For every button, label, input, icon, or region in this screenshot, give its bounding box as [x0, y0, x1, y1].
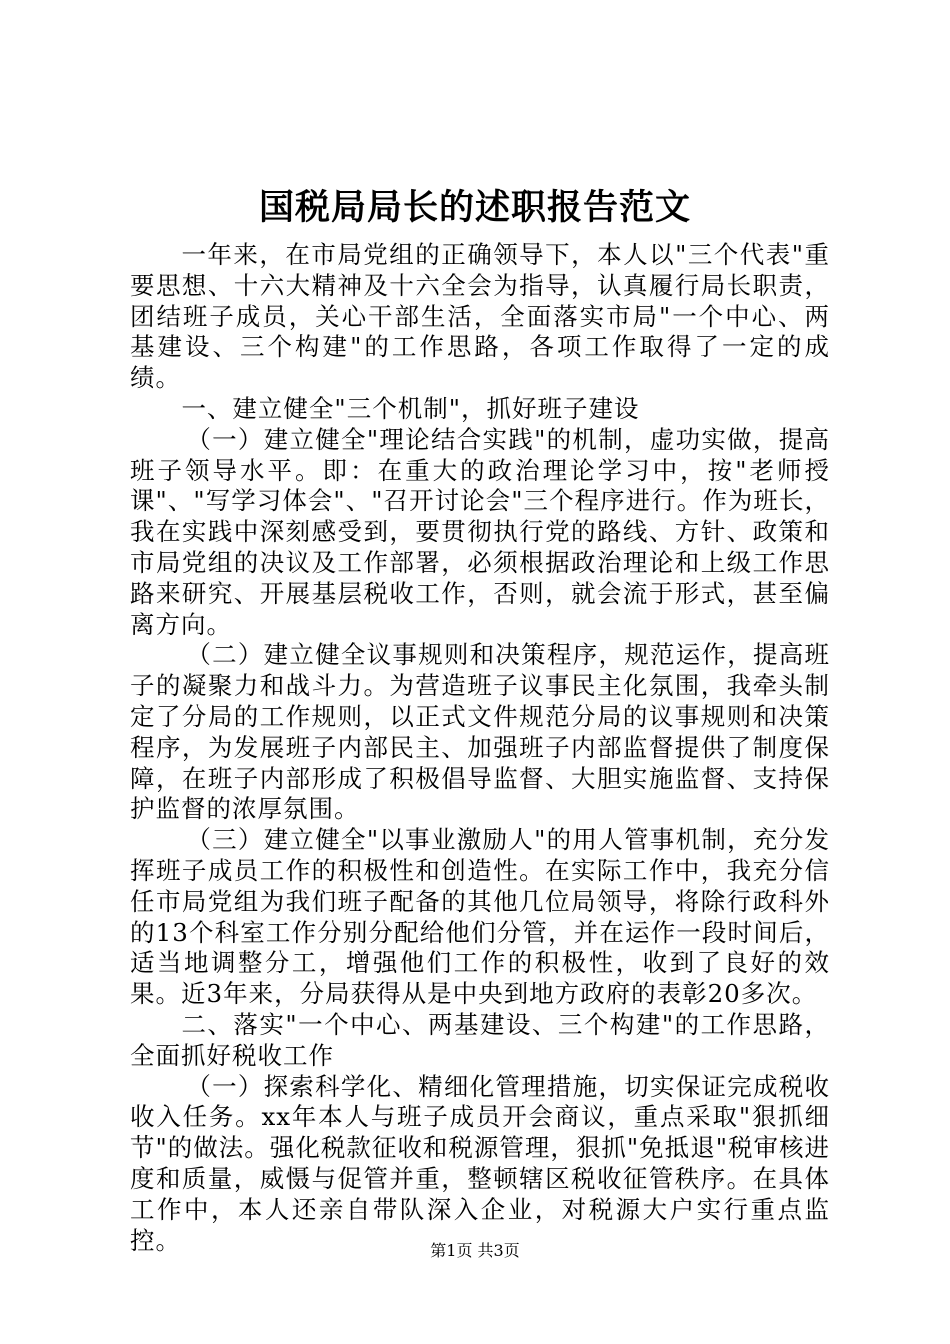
page-footer: 第1页 共3页 [430, 1241, 520, 1260]
section-heading-1: 一、建立健全"三个机制"，抓好班子建设 [181, 393, 640, 423]
paragraph-1-2: （二）建立健全议事规则和决策程序，规范运作，提高班子的凝聚力和战斗力。为营造班子议事民主化氛围，我牵头制定了分局的工作规则，以正式文件规范分局的议事规则和决策程序，为发展班子内部民主、加强班子内部监督提供了制度保障，在班子内部形成了积极倡导监督、大胆实施监督、支持保护监督的浓厚氛围。 [130, 640, 830, 824]
document-title: 国税局局长的述职报告范文 [258, 187, 691, 228]
paragraph-1-3: （三）建立健全"以事业激励人"的用人管事机制，充分发挥班子成员工作的积极性和创造性。在实际工作中，我充分信任市局党组为我们班子配备的其他几位局领导，将除行政科外的13个科室工作分别分配给他们分管，并在运作一段时间后，适当地调整分工，增强他们工作的积极性，收到了良好的效果。近3年来，分局获得从是中央到地方政府的表彰20多次。 [130, 825, 830, 1009]
document-body [130, 240, 830, 1256]
paragraph-intro: 一年来，在市局党组的正确领导下，本人以"三个代表"重要思想、十六大精神及十六全会为指导，认真履行局长职责，团结班子成员，关心干部生活，全面落实市局"一个中心、两基建设、三个构建"的工作思路，各项工作取得了一定的成绩。 [130, 240, 830, 393]
section-heading-2: 二、落实"一个中心、两基建设、三个构建"的工作思路，全面抓好税收工作 [130, 1009, 830, 1070]
paragraph-1-1: （一）建立健全"理论结合实践"的机制，虚功实做，提高班子领导水平。即：在重大的政治理论学习中，按"老师授课"、"写学习体会"、"召开讨论会"三个程序进行。作为班长，我在实践中深刻感受到，要贯彻执行党的路线、方针、政策和市局党组的决议及工作部署，必须根据政治理论和上级工作思路来研究、开展基层税收工作，否则，就会流于形式，甚至偏离方向。 [130, 424, 830, 639]
paragraph-2-1: （一）探索科学化、精细化管理措施，切实保证完成税收收入任务。xx年本人与班子成员开会商议，重点采取"狠抓细节"的做法。强化税款征收和税源管理，狠抓"免抵退"税审核进度和质量，威慑与促管并重，整顿辖区税收征管秩序。在具体工作中，本人还亲自带队深入企业，对税源大户实行重点监控。 [130, 1071, 830, 1255]
